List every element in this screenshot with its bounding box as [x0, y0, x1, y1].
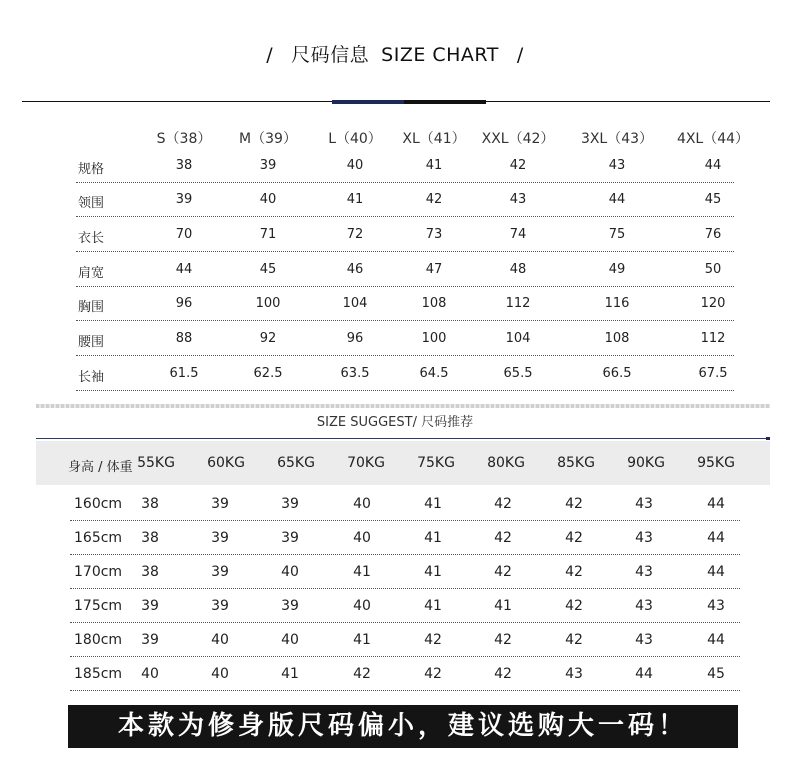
size-cell: 41	[425, 158, 443, 173]
measure-label: 规格	[78, 162, 105, 177]
suggest-cell: 40	[211, 666, 229, 682]
size-cell: 44	[704, 158, 722, 173]
row-divider	[70, 588, 740, 589]
size-cell: 66.5	[602, 366, 632, 381]
suggest-cell: 44	[707, 496, 725, 512]
row-divider	[70, 690, 740, 691]
size-cell: 65.5	[503, 366, 533, 381]
suggest-cell: 42	[424, 666, 442, 682]
suggest-cell: 45	[707, 666, 725, 682]
suggest-cell: 41	[424, 496, 442, 512]
size-cell: 61.5	[169, 366, 199, 381]
size-column-header: L（40）	[328, 131, 382, 147]
size-cell: 70	[175, 227, 193, 242]
row-divider	[76, 355, 734, 356]
size-column-header: XL（41）	[402, 131, 466, 147]
measure-label: 衣长	[78, 231, 105, 246]
suggest-cell: 43	[635, 564, 653, 580]
size-cell: 100	[421, 331, 447, 346]
size-cell: 104	[342, 296, 368, 311]
suggest-cell: 38	[141, 564, 159, 580]
size-cell: 44	[608, 192, 626, 207]
suggest-cell: 42	[494, 496, 512, 512]
size-cell: 50	[704, 262, 722, 277]
size-cell: 64.5	[419, 366, 449, 381]
suggest-cell: 41	[424, 564, 442, 580]
measure-label: 胸围	[78, 300, 105, 315]
suggest-cell: 39	[211, 496, 229, 512]
suggest-cell: 42	[494, 530, 512, 546]
size-cell: 75	[608, 227, 626, 242]
size-cell: 74	[509, 227, 527, 242]
size-cell: 49	[608, 262, 626, 277]
size-cell: 46	[346, 262, 364, 277]
weight-column-header: 95KG	[697, 455, 735, 471]
suggest-cell: 40	[353, 530, 371, 546]
size-cell: 72	[346, 227, 364, 242]
size-cell: 44	[175, 262, 193, 277]
size-cell: 76	[704, 227, 722, 242]
fit-notice-banner: 本款为修身版尺码偏小，建议选购大一码！	[68, 705, 738, 748]
title-cn: 尺码信息	[291, 44, 370, 66]
suggest-cell: 39	[211, 564, 229, 580]
height-label: 175cm	[74, 598, 123, 614]
size-cell: 112	[700, 331, 726, 346]
section-divider-band	[36, 404, 770, 408]
size-cell: 43	[608, 158, 626, 173]
suggest-cell: 42	[565, 496, 583, 512]
suggest-corner-label: 身高 / 体重	[68, 460, 133, 475]
size-column-header: XXL（42）	[481, 131, 555, 147]
size-cell: 48	[509, 262, 527, 277]
weight-column-header: 55KG	[137, 455, 175, 471]
measure-label: 肩宽	[78, 266, 105, 281]
suggest-cell: 44	[707, 530, 725, 546]
suggest-cell: 42	[424, 632, 442, 648]
suggest-cell: 42	[565, 598, 583, 614]
title-slash-right: /	[516, 44, 524, 66]
measure-label: 腰围	[78, 335, 105, 350]
size-cell: 120	[700, 296, 726, 311]
size-cell: 38	[175, 158, 193, 173]
suggest-cell: 42	[353, 666, 371, 682]
size-cell: 40	[259, 192, 277, 207]
suggest-cell: 41	[353, 632, 371, 648]
suggest-cell: 41	[281, 666, 299, 682]
size-column-header: 3XL（43）	[580, 131, 654, 147]
suggest-cell: 40	[353, 496, 371, 512]
suggest-divider-end	[766, 437, 770, 440]
height-label: 170cm	[74, 564, 123, 580]
size-column-header: 4XL（44）	[676, 131, 750, 147]
suggest-cell: 40	[281, 564, 299, 580]
row-divider	[76, 286, 734, 287]
header-accent-navy	[332, 100, 404, 104]
suggest-cell: 41	[494, 598, 512, 614]
suggest-cell: 40	[211, 632, 229, 648]
suggest-cell: 44	[635, 666, 653, 682]
size-cell: 40	[346, 158, 364, 173]
size-cell: 45	[259, 262, 277, 277]
size-cell: 112	[505, 296, 531, 311]
suggest-cell: 39	[211, 530, 229, 546]
row-divider	[70, 554, 740, 555]
suggest-header-band	[36, 441, 770, 485]
weight-column-header: 60KG	[207, 455, 245, 471]
suggest-cell: 40	[281, 632, 299, 648]
size-cell: 73	[425, 227, 443, 242]
title-en: SIZE CHART	[381, 44, 499, 66]
size-cell: 104	[505, 331, 531, 346]
row-divider	[70, 656, 740, 657]
suggest-cell: 39	[281, 496, 299, 512]
size-column-header: M（39）	[239, 131, 297, 147]
height-label: 165cm	[74, 530, 123, 546]
height-label: 180cm	[74, 632, 123, 648]
size-cell: 42	[425, 192, 443, 207]
suggest-cell: 41	[424, 598, 442, 614]
suggest-cell: 38	[141, 530, 159, 546]
row-divider	[70, 520, 740, 521]
size-cell: 96	[175, 296, 193, 311]
size-cell: 71	[259, 227, 277, 242]
suggest-cell: 40	[141, 666, 159, 682]
suggest-cell: 44	[707, 632, 725, 648]
size-cell: 41	[346, 192, 364, 207]
row-divider	[76, 390, 734, 391]
size-cell: 63.5	[340, 366, 370, 381]
suggest-cell: 42	[565, 632, 583, 648]
weight-column-header: 85KG	[557, 455, 595, 471]
suggest-cell: 39	[141, 598, 159, 614]
suggest-divider	[36, 438, 770, 439]
suggest-cell: 39	[281, 530, 299, 546]
height-label: 185cm	[74, 666, 123, 682]
suggest-cell: 43	[635, 530, 653, 546]
measure-label: 长袖	[78, 370, 105, 385]
row-divider	[76, 320, 734, 321]
suggest-cell: 39	[141, 632, 159, 648]
suggest-cell: 39	[211, 598, 229, 614]
size-cell: 108	[421, 296, 447, 311]
measure-label: 领围	[78, 196, 105, 211]
size-cell: 67.5	[698, 366, 728, 381]
suggest-cell: 42	[565, 564, 583, 580]
suggest-cell: 39	[281, 598, 299, 614]
size-cell: 92	[259, 331, 277, 346]
size-cell: 47	[425, 262, 443, 277]
header-accent-bar	[332, 100, 486, 104]
row-divider	[76, 251, 734, 252]
suggest-cell: 42	[494, 564, 512, 580]
suggest-cell: 43	[565, 666, 583, 682]
suggest-cell: 40	[353, 598, 371, 614]
row-divider	[76, 216, 734, 217]
size-suggest-title: SIZE SUGGEST/ 尺码推荐	[316, 415, 474, 430]
suggest-cell: 42	[494, 666, 512, 682]
row-divider	[76, 182, 734, 183]
height-label: 160cm	[74, 496, 123, 512]
suggest-cell: 42	[565, 530, 583, 546]
size-cell: 39	[175, 192, 193, 207]
suggest-cell: 41	[353, 564, 371, 580]
size-cell: 39	[259, 158, 277, 173]
size-cell: 88	[175, 331, 193, 346]
size-cell: 116	[604, 296, 630, 311]
size-cell: 108	[604, 331, 630, 346]
suggest-cell: 43	[635, 496, 653, 512]
weight-column-header: 75KG	[417, 455, 455, 471]
suggest-cell: 43	[707, 598, 725, 614]
row-divider	[70, 622, 740, 623]
size-cell: 43	[509, 192, 527, 207]
suggest-cell: 44	[707, 564, 725, 580]
weight-column-header: 70KG	[347, 455, 385, 471]
size-cell: 42	[509, 158, 527, 173]
weight-column-header: 80KG	[487, 455, 525, 471]
suggest-cell: 43	[635, 598, 653, 614]
size-cell: 96	[346, 331, 364, 346]
suggest-cell: 41	[424, 530, 442, 546]
size-column-header: S（38）	[156, 131, 212, 147]
suggest-cell: 38	[141, 496, 159, 512]
size-cell: 100	[255, 296, 281, 311]
weight-column-header: 90KG	[627, 455, 665, 471]
suggest-cell: 42	[494, 632, 512, 648]
page-title	[0, 40, 790, 67]
size-cell: 62.5	[253, 366, 283, 381]
suggest-cell: 43	[635, 632, 653, 648]
title-slash-left: /	[266, 44, 274, 66]
size-cell: 45	[704, 192, 722, 207]
weight-column-header: 65KG	[277, 455, 315, 471]
